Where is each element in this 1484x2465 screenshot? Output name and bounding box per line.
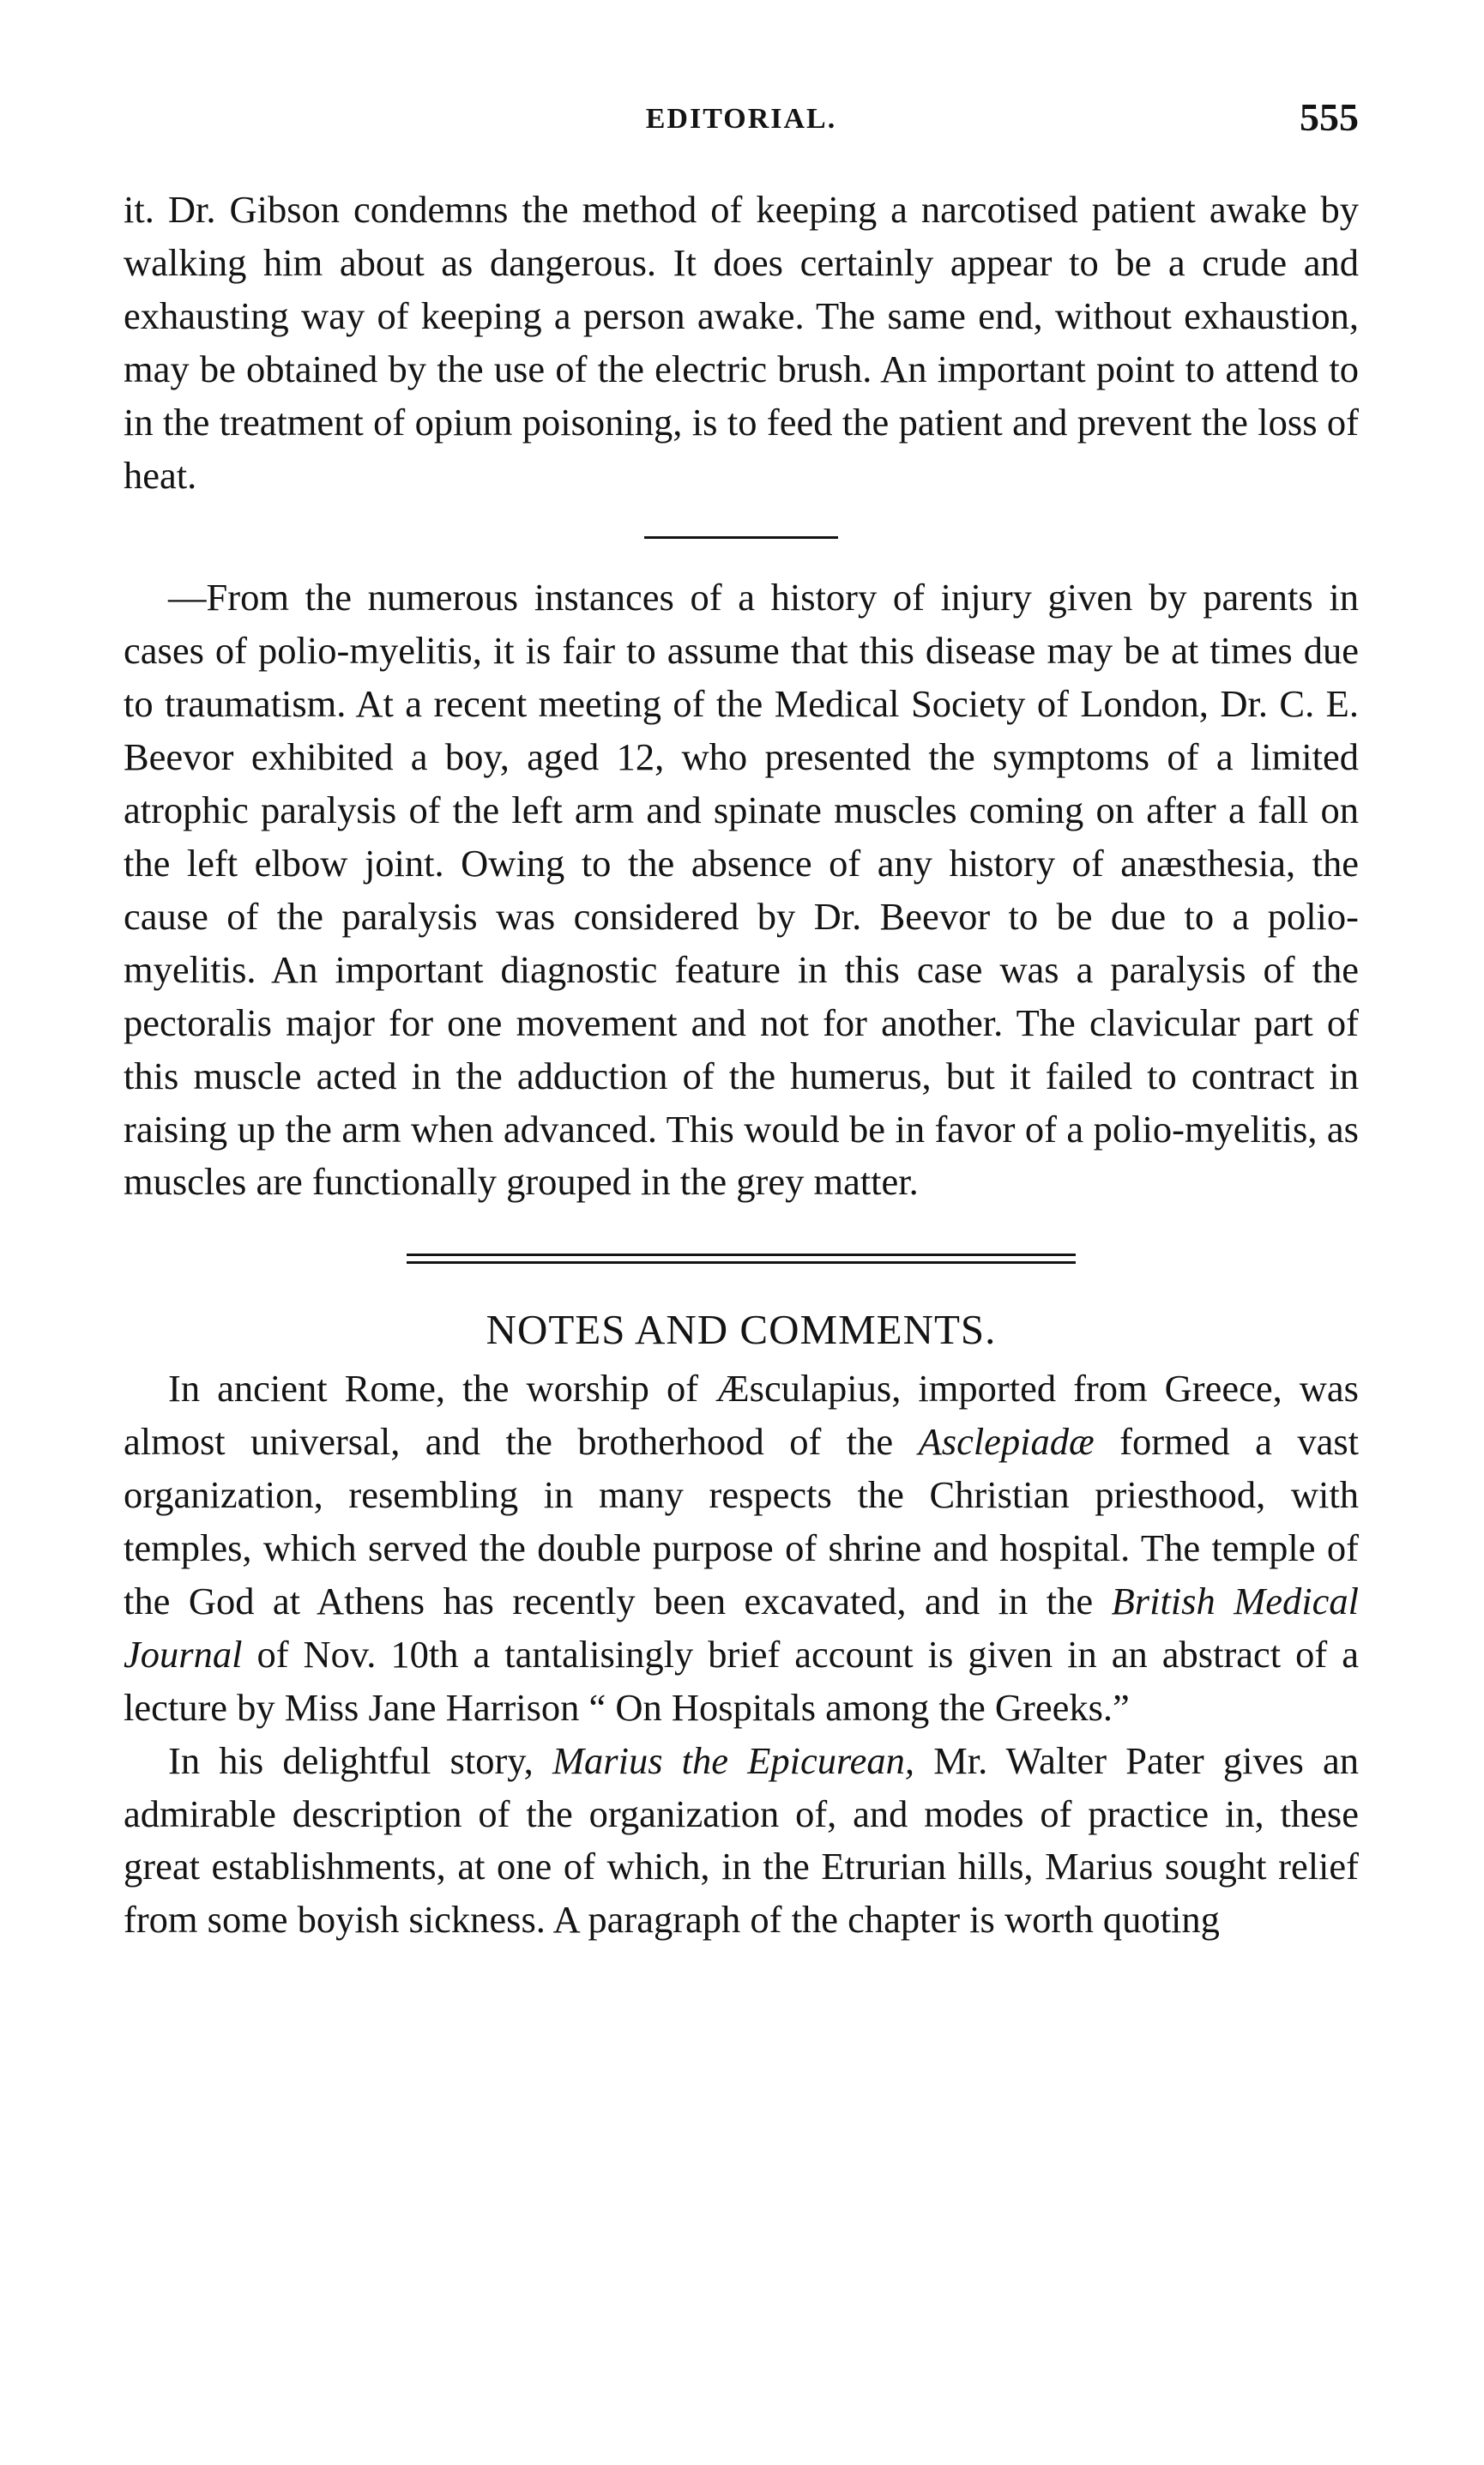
paragraph-polio-myelitis: —From the numerous instances of a history of injury given by parents in cases of polio-myelitis, it is fair to assume that this disease may be at times due to traumatism. At a recent meeting of the Medical Society of London, Dr. C. E. Beevor exhibited a boy, aged 12, who presented the symptoms of a limited atrophic paralysis of the left arm and spinate muscles coming on after a fall on the left elbow joint. Owing to the absence of any history of anæsthesia, the cause of the paralysis was considered by Dr. Beevor to be due to a polio-myelitis. An important diagnostic feature in this case was a paralysis of the pectoralis major for one movement and not for another. The clavicular part of this muscle acted in the adduction of the humerus, but it failed to contract in raising up the arm when advanced. This would be in favor of a polio-myelitis, as muscles are functionally grouped in the grey matter.	[124, 576, 1359, 1204]
journal-title: British Medical Journal	[124, 1579, 1359, 1676]
body-text	[124, 184, 1359, 1947]
text-run: formed a vast organization, resembling in many respects the Christian priesthood, with temples, which served the double purpose of shrine and hospital. The temple of the God at Athens has recently been excavated, and in the	[124, 1420, 1360, 1622]
page-number: 555	[1300, 95, 1359, 139]
italic-term: Asclepiadæ	[918, 1420, 1095, 1464]
running-head	[124, 94, 1359, 146]
paragraph-marius	[124, 1735, 1359, 1948]
section-heading: NOTES AND COMMENTS.	[486, 1306, 997, 1354]
book-title: Marius the Epicurean,	[552, 1738, 915, 1782]
text-run: of Nov. 10th a tantalisingly brief account is given in an abstract of a lecture by Miss Jane Harrison “ On Hospitals among the Greeks.”	[124, 1632, 1359, 1729]
double-rule	[407, 1254, 1076, 1264]
page	[124, 94, 1359, 1947]
running-title: EDITORIAL.	[645, 103, 837, 135]
paragraph-opium-poisoning: it. Dr. Gibson condemns the method of keeping a narcotised patient awake by walking him about as dangerous. It does certainly appear to be a crude and exhausting way of keeping a person awake. The same end, without exhaustion, may be obtained by the use of the electric brush. An important point to attend to in the treatment of opium poisoning, is to feed the patient and prevent the loss of heat.	[124, 188, 1359, 497]
text-run: In his delightful story,	[168, 1738, 552, 1782]
text-run: Mr. Walter Pater gives an admirable description of the organization of, and modes of practice in, these great establishments, at one of which, in the Etrurian hills, Marius sought relief from some boyish sickness. A paragraph of the chapter is worth quoting	[124, 1738, 1359, 1942]
paragraph-ancient-rome	[124, 1362, 1359, 1734]
section-rule	[644, 536, 838, 539]
text-run: In ancient Rome, the worship of Æsculapius, imported from Greece, was almost universal, and the brotherhood of the	[124, 1367, 1359, 1464]
